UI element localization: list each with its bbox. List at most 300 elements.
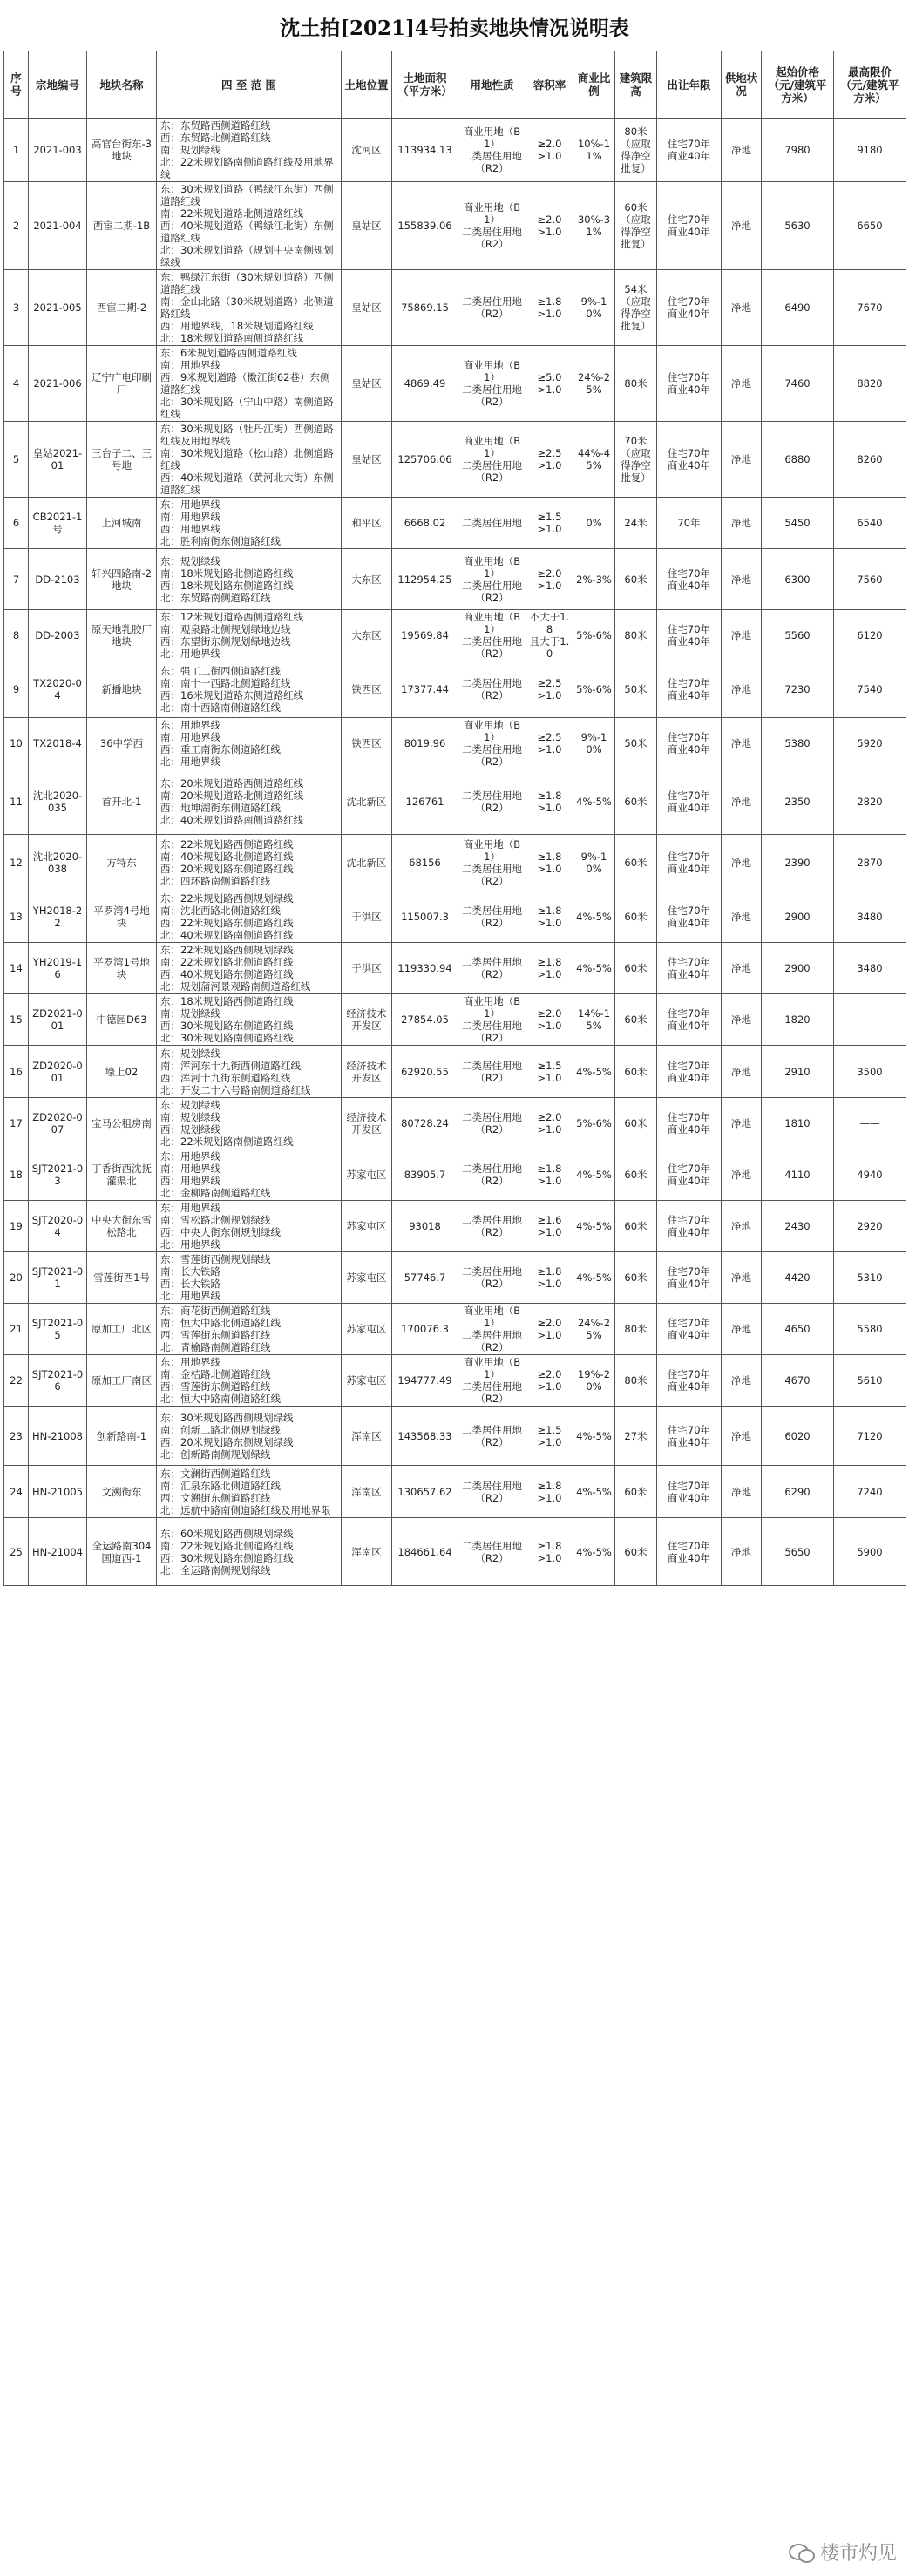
- cell-name: 首开北-1: [87, 769, 157, 835]
- cell-code: YH2019-16: [29, 943, 87, 994]
- cell-max-price: 8820: [834, 346, 906, 422]
- cell-far: ≥2.0 >1.0: [526, 994, 573, 1046]
- header-commercial-ratio: 商业比例: [573, 51, 615, 119]
- cell-supply: 净地: [722, 1201, 762, 1252]
- cell-name: 方特东: [87, 835, 157, 891]
- cell-far: ≥1.8 >1.0: [526, 835, 573, 891]
- cell-commercial-ratio: 30%-31%: [573, 182, 615, 270]
- cell-term: 住宅70年 商业40年: [657, 1304, 722, 1355]
- table-row: [4, 891, 906, 943]
- cell-area: 8019.96: [392, 718, 458, 769]
- cell-term: 住宅70年 商业40年: [657, 1046, 722, 1098]
- table-row: [4, 1149, 906, 1201]
- cell-location: 沈北新区: [342, 769, 392, 835]
- cell-term: 住宅70年 商业40年: [657, 1355, 722, 1407]
- cell-far: ≥1.5 >1.0: [526, 1407, 573, 1466]
- table-row: [4, 769, 906, 835]
- cell-name: 宝马公租房南: [87, 1098, 157, 1149]
- cell-location: 于洪区: [342, 943, 392, 994]
- cell-name: 平罗湾4号地块: [87, 891, 157, 943]
- cell-supply: 净地: [722, 1098, 762, 1149]
- table-header-row: [4, 51, 906, 119]
- header-supply: 供地状况: [722, 51, 762, 119]
- cell-use: 二类居住用地（R2）: [458, 1518, 526, 1586]
- cell-height-limit: 60米: [615, 549, 657, 610]
- cell-term: 70年: [657, 498, 722, 549]
- cell-far: ≥1.5 >1.0: [526, 1046, 573, 1098]
- cell-max-price: 6650: [834, 182, 906, 270]
- cell-code: SJT2021-05: [29, 1304, 87, 1355]
- cell-area: 119330.94: [392, 943, 458, 994]
- header-code: 宗地编号: [29, 51, 87, 119]
- cell-location: 经济技术开发区: [342, 994, 392, 1046]
- cell-start-price: 1810: [762, 1098, 834, 1149]
- cell-use: 商业用地（B1） 二类居住用地（R2）: [458, 610, 526, 661]
- cell-start-price: 7980: [762, 119, 834, 182]
- cell-start-price: 5650: [762, 1518, 834, 1586]
- header-use: 用地性质: [458, 51, 526, 119]
- watermark-text: 楼市灼见: [819, 2543, 897, 2565]
- cell-commercial-ratio: 4%-5%: [573, 1407, 615, 1466]
- cell-max-price: 5900: [834, 1518, 906, 1586]
- cell-use: 商业用地（B1） 二类居住用地（R2）: [458, 422, 526, 498]
- cell-bounds: 东：30米规划路西侧规划绿线 南：创新二路北侧规划绿线 西：20米规划路东侧规划绿线 北：创新路南侧规划绿线: [157, 1407, 342, 1466]
- cell-location: 皇姑区: [342, 182, 392, 270]
- cell-name: 高官台街东-3地块: [87, 119, 157, 182]
- cell-area: 80728.24: [392, 1098, 458, 1149]
- cell-use: 二类居住用地（R2）: [458, 769, 526, 835]
- cell-no: 16: [4, 1046, 29, 1098]
- cell-no: 10: [4, 718, 29, 769]
- cell-no: 13: [4, 891, 29, 943]
- cell-far: 不大于1.8 且大于1.0: [526, 610, 573, 661]
- table-row: [4, 119, 906, 182]
- cell-location: 皇姑区: [342, 346, 392, 422]
- cell-use: 商业用地（B1） 二类居住用地（R2）: [458, 1355, 526, 1407]
- cell-start-price: 2390: [762, 835, 834, 891]
- header-height-limit: 建筑限高: [615, 51, 657, 119]
- cell-code: 2021-006: [29, 346, 87, 422]
- cell-max-price: ——: [834, 994, 906, 1046]
- cell-start-price: 4420: [762, 1252, 834, 1304]
- cell-supply: 净地: [722, 610, 762, 661]
- cell-commercial-ratio: 4%-5%: [573, 1252, 615, 1304]
- cell-supply: 净地: [722, 718, 762, 769]
- cell-height-limit: 80米 （应取得净空批复）: [615, 119, 657, 182]
- cell-area: 62920.55: [392, 1046, 458, 1098]
- cell-far: ≥2.0 >1.0: [526, 549, 573, 610]
- cell-max-price: 6540: [834, 498, 906, 549]
- cell-bounds: 东：用地界线 南：用地界线 西：用地界线 北：金柳路南侧道路红线: [157, 1149, 342, 1201]
- cell-supply: 净地: [722, 1407, 762, 1466]
- cell-no: 5: [4, 422, 29, 498]
- cell-name: 上河城南: [87, 498, 157, 549]
- cell-location: 苏家屯区: [342, 1355, 392, 1407]
- table-row: [4, 346, 906, 422]
- cell-name: 中央大街东雪松路北: [87, 1201, 157, 1252]
- cell-code: 2021-004: [29, 182, 87, 270]
- cell-max-price: 2920: [834, 1201, 906, 1252]
- cell-location: 沈北新区: [342, 835, 392, 891]
- cell-far: ≥2.0 >1.0: [526, 1355, 573, 1407]
- cell-bounds: 东：文澜街西侧道路红线 南：汇泉东路北侧道路红线 西：文溯街东侧道路红线 北：远航中路南侧道路红线及用地界限: [157, 1466, 342, 1518]
- cell-code: 2021-003: [29, 119, 87, 182]
- cell-supply: 净地: [722, 1518, 762, 1586]
- cell-commercial-ratio: 4%-5%: [573, 769, 615, 835]
- cell-bounds: 东：规划绿线 南：规划绿线 西：规划绿线 北：22米规划路南侧道路红线: [157, 1098, 342, 1149]
- cell-far: ≥1.8 >1.0: [526, 1518, 573, 1586]
- cell-term: 住宅70年 商业40年: [657, 1466, 722, 1518]
- table-row: [4, 943, 906, 994]
- header-bounds: 四 至 范 围: [157, 51, 342, 119]
- cell-height-limit: 60米: [615, 1149, 657, 1201]
- table-row: [4, 835, 906, 891]
- cell-location: 铁西区: [342, 718, 392, 769]
- cell-area: 113934.13: [392, 119, 458, 182]
- cell-term: 住宅70年 商业40年: [657, 835, 722, 891]
- cell-bounds: 东：用地界线 南：金桔路北侧道路红线 西：雪莲街东侧道路红线 北：恒大中路南侧道路红线: [157, 1355, 342, 1407]
- cell-no: 1: [4, 119, 29, 182]
- cell-bounds: 东：60米规划路西侧规划绿线 南：22米规划路北侧道路红线 西：30米规划路东侧道路红线 北：全运路南侧规划绿线: [157, 1518, 342, 1586]
- cell-bounds: 东：22米规划路西侧道路红线 南：40米规划路北侧道路红线 西：20米规划路东侧道路红线 北：四环路南侧道路红线: [157, 835, 342, 891]
- cell-height-limit: 60米: [615, 1518, 657, 1586]
- cell-term: 住宅70年 商业40年: [657, 549, 722, 610]
- cell-far: ≥2.5 >1.0: [526, 661, 573, 718]
- cell-max-price: 2820: [834, 769, 906, 835]
- cell-area: 93018: [392, 1201, 458, 1252]
- cell-no: 21: [4, 1304, 29, 1355]
- cell-height-limit: 60米: [615, 835, 657, 891]
- table-row: [4, 1098, 906, 1149]
- cell-term: 住宅70年 商业40年: [657, 1149, 722, 1201]
- cell-supply: 净地: [722, 1466, 762, 1518]
- cell-use: 二类居住用地（R2）: [458, 661, 526, 718]
- cell-use: 二类居住用地（R2）: [458, 1466, 526, 1518]
- cell-commercial-ratio: 24%-25%: [573, 346, 615, 422]
- cell-commercial-ratio: 24%-25%: [573, 1304, 615, 1355]
- cell-height-limit: 60米 （应取得净空批复）: [615, 182, 657, 270]
- cell-location: 铁西区: [342, 661, 392, 718]
- cell-name: 辽宁广电印刷厂: [87, 346, 157, 422]
- cell-supply: 净地: [722, 422, 762, 498]
- cell-commercial-ratio: 4%-5%: [573, 943, 615, 994]
- table-row: [4, 549, 906, 610]
- header-name: 地块名称: [87, 51, 157, 119]
- cell-code: DD-2103: [29, 549, 87, 610]
- table-row: [4, 270, 906, 346]
- cell-supply: 净地: [722, 1252, 762, 1304]
- cell-bounds: 东：东贸路西侧道路红线 西：东贸路北侧道路红线 南：规划绿线 北：22米规划路南侧道路红线及用地界线: [157, 119, 342, 182]
- cell-bounds: 东：12米规划道路西侧道路红线 南：观泉路北侧规划绿地边线 西：东望街东侧规划绿地边线 北：用地界线: [157, 610, 342, 661]
- cell-max-price: 5310: [834, 1252, 906, 1304]
- cell-no: 19: [4, 1201, 29, 1252]
- table-row: [4, 610, 906, 661]
- cell-bounds: 东：鸭绿江东街（30米规划道路）西侧道路红线 南：金山北路（30米规划道路）北侧道路红线 西：用地界线，18米规划道路红线 北：18米规划道路南侧道路红线: [157, 270, 342, 346]
- cell-start-price: 5560: [762, 610, 834, 661]
- cell-supply: 净地: [722, 270, 762, 346]
- cell-no: 2: [4, 182, 29, 270]
- cell-max-price: 5920: [834, 718, 906, 769]
- header-location: 土地位置: [342, 51, 392, 119]
- table-row: [4, 182, 906, 270]
- cell-no: 3: [4, 270, 29, 346]
- cell-term: 住宅70年 商业40年: [657, 346, 722, 422]
- cell-area: 143568.33: [392, 1407, 458, 1466]
- cell-far: ≥1.5 >1.0: [526, 498, 573, 549]
- cell-code: SJT2021-06: [29, 1355, 87, 1407]
- cell-name: 创新路南-1: [87, 1407, 157, 1466]
- cell-start-price: 6490: [762, 270, 834, 346]
- table-row: [4, 1201, 906, 1252]
- cell-start-price: 4110: [762, 1149, 834, 1201]
- cell-no: 8: [4, 610, 29, 661]
- cell-location: 大东区: [342, 610, 392, 661]
- cell-far: ≥5.0 >1.0: [526, 346, 573, 422]
- cell-term: 住宅70年 商业40年: [657, 718, 722, 769]
- cell-height-limit: 80米: [615, 610, 657, 661]
- cell-no: 15: [4, 994, 29, 1046]
- cell-max-price: 6120: [834, 610, 906, 661]
- cell-term: 住宅70年 商业40年: [657, 119, 722, 182]
- cell-far: ≥2.0 >1.0: [526, 119, 573, 182]
- cell-name: 丁香街西沈抚灌渠北: [87, 1149, 157, 1201]
- cell-use: 二类居住用地: [458, 498, 526, 549]
- cell-location: 经济技术开发区: [342, 1098, 392, 1149]
- cell-area: 6668.02: [392, 498, 458, 549]
- cell-no: 17: [4, 1098, 29, 1149]
- cell-max-price: 7560: [834, 549, 906, 610]
- cell-supply: 净地: [722, 549, 762, 610]
- cell-term: 住宅70年 商业40年: [657, 270, 722, 346]
- cell-bounds: 东：规划绿线 南：浑河东十九街西侧道路红线 西：浑河十九街东侧道路红线 北：开发二十六号路南侧道路红线: [157, 1046, 342, 1098]
- cell-supply: 净地: [722, 1046, 762, 1098]
- table-row: [4, 1252, 906, 1304]
- cell-name: 西宦二期-2: [87, 270, 157, 346]
- cell-name: 三台子二、三号地: [87, 422, 157, 498]
- cell-commercial-ratio: 4%-5%: [573, 1046, 615, 1098]
- cell-far: ≥1.8 >1.0: [526, 1466, 573, 1518]
- cell-code: TX2018-4: [29, 718, 87, 769]
- cell-bounds: 东：20米规划道路西侧道路红线 南：20米规划道路北侧道路红线 西：地坤湖街东侧道路红线 北：40米规划道路南侧道路红线: [157, 769, 342, 835]
- cell-start-price: 5450: [762, 498, 834, 549]
- cell-height-limit: 54米 （应取得净空批复）: [615, 270, 657, 346]
- cell-start-price: 7460: [762, 346, 834, 422]
- header-no: 序号: [4, 51, 29, 119]
- cell-start-price: 5630: [762, 182, 834, 270]
- cell-commercial-ratio: 9%-10%: [573, 718, 615, 769]
- cell-use: 商业用地（B1） 二类居住用地（R2）: [458, 549, 526, 610]
- cell-no: 20: [4, 1252, 29, 1304]
- cell-code: TX2020-04: [29, 661, 87, 718]
- cell-name: 原天地乳胶厂地块: [87, 610, 157, 661]
- cell-name: 壕上02: [87, 1046, 157, 1098]
- cell-no: 9: [4, 661, 29, 718]
- cell-height-limit: 80米: [615, 1304, 657, 1355]
- table-row: [4, 1046, 906, 1098]
- cell-start-price: 6020: [762, 1407, 834, 1466]
- cell-use: 二类居住用地（R2）: [458, 1201, 526, 1252]
- cell-commercial-ratio: 4%-5%: [573, 1201, 615, 1252]
- cell-height-limit: 60米: [615, 943, 657, 994]
- cell-bounds: 东：用地界线 南：用地界线 西：用地界线 北：胜利南街东侧道路红线: [157, 498, 342, 549]
- cell-bounds: 东：22米规划路西侧规划绿线 南：沈北西路北侧道路红线 西：22米规划路东侧道路红线 北：40米规划路南侧道路红线: [157, 891, 342, 943]
- cell-use: 商业用地（B1） 二类居住用地（R2）: [458, 119, 526, 182]
- cell-code: YH2018-22: [29, 891, 87, 943]
- cell-height-limit: 60米: [615, 994, 657, 1046]
- cell-max-price: 8260: [834, 422, 906, 498]
- cell-height-limit: 24米: [615, 498, 657, 549]
- cell-term: 住宅70年 商业40年: [657, 1201, 722, 1252]
- cell-code: DD-2003: [29, 610, 87, 661]
- cell-use: 商业用地（B1） 二类居住用地（R2）: [458, 835, 526, 891]
- cell-max-price: 7540: [834, 661, 906, 718]
- cell-supply: 净地: [722, 1355, 762, 1407]
- cell-commercial-ratio: 0%: [573, 498, 615, 549]
- cell-use: 二类居住用地（R2）: [458, 270, 526, 346]
- cell-bounds: 东：18米规划路西侧道路红线 南：规划绿线 西：30米规划路东侧道路红线 北：30米规划路南侧道路红线: [157, 994, 342, 1046]
- cell-far: ≥1.8 >1.0: [526, 891, 573, 943]
- cell-location: 苏家屯区: [342, 1149, 392, 1201]
- cell-location: 沈河区: [342, 119, 392, 182]
- cell-max-price: 3500: [834, 1046, 906, 1098]
- cell-commercial-ratio: 5%-6%: [573, 610, 615, 661]
- table-row: [4, 1304, 906, 1355]
- cell-code: 皇姑2021-01: [29, 422, 87, 498]
- table-row: [4, 422, 906, 498]
- cell-height-limit: 60米: [615, 769, 657, 835]
- cell-max-price: 3480: [834, 943, 906, 994]
- cell-height-limit: 60米: [615, 1201, 657, 1252]
- cell-no: 25: [4, 1518, 29, 1586]
- cell-far: ≥2.0 >1.0: [526, 182, 573, 270]
- cell-use: 二类居住用地（R2）: [458, 943, 526, 994]
- cell-bounds: 东：22米规划路西侧规划绿线 南：22米规划路北侧道路红线 西：40米规划路东侧道路红线 北：规划蒲河景观路南侧道路红线: [157, 943, 342, 994]
- cell-bounds: 东：规划绿线 南：18米规划路北侧道路红线 西：18米规划路东侧道路红线 北：东贸路南侧道路红线: [157, 549, 342, 610]
- wechat-bubble-icon: [789, 2542, 815, 2563]
- cell-code: SJT2021-03: [29, 1149, 87, 1201]
- table-row: [4, 661, 906, 718]
- cell-location: 浑南区: [342, 1518, 392, 1586]
- cell-term: 住宅70年 商业40年: [657, 1407, 722, 1466]
- cell-location: 大东区: [342, 549, 392, 610]
- cell-location: 苏家屯区: [342, 1201, 392, 1252]
- cell-supply: 净地: [722, 1304, 762, 1355]
- cell-commercial-ratio: 9%-10%: [573, 835, 615, 891]
- cell-code: 沈北2020-035: [29, 769, 87, 835]
- cell-commercial-ratio: 4%-5%: [573, 1466, 615, 1518]
- cell-far: ≥1.8 >1.0: [526, 1252, 573, 1304]
- cell-bounds: 东：商花街西侧道路红线 南：恒大中路北侧道路红线 西：雪莲街东侧道路红线 北：青榆路南侧道路红线: [157, 1304, 342, 1355]
- cell-far: ≥2.5 >1.0: [526, 422, 573, 498]
- cell-start-price: 6300: [762, 549, 834, 610]
- cell-max-price: 5610: [834, 1355, 906, 1407]
- cell-no: 14: [4, 943, 29, 994]
- cell-far: ≥2.0 >1.0: [526, 1098, 573, 1149]
- cell-area: 170076.3: [392, 1304, 458, 1355]
- header-far: 容积率: [526, 51, 573, 119]
- cell-height-limit: 60米: [615, 1046, 657, 1098]
- cell-use: 商业用地（B1） 二类居住用地（R2）: [458, 1304, 526, 1355]
- cell-use: 二类居住用地（R2）: [458, 1149, 526, 1201]
- cell-no: 23: [4, 1407, 29, 1466]
- cell-start-price: 2430: [762, 1201, 834, 1252]
- page-title: 沈土拍[2021]4号拍卖地块情况说明表: [280, 17, 629, 40]
- cell-area: 57746.7: [392, 1252, 458, 1304]
- cell-height-limit: 60米: [615, 891, 657, 943]
- cell-code: CB2021-1号: [29, 498, 87, 549]
- cell-term: 住宅70年 商业40年: [657, 1098, 722, 1149]
- cell-no: 4: [4, 346, 29, 422]
- cell-bounds: 东：用地界线 南：雪松路北侧规划绿线 西：中央大街东侧规划绿线 北：用地界线: [157, 1201, 342, 1252]
- cell-use: 商业用地（B1） 二类居住用地（R2）: [458, 346, 526, 422]
- cell-bounds: 东：6米规划道路西侧道路红线 南：用地界线 西：9米规划道路（擞江街62巷）东侧道路红线 北：30米规划路（宁山中路）南侧道路红线: [157, 346, 342, 422]
- cell-location: 苏家屯区: [342, 1304, 392, 1355]
- cell-supply: 净地: [722, 346, 762, 422]
- cell-name: 原加工厂北区: [87, 1304, 157, 1355]
- cell-commercial-ratio: 4%-5%: [573, 1149, 615, 1201]
- cell-name: 雪莲街西1号: [87, 1252, 157, 1304]
- cell-height-limit: 60米: [615, 1098, 657, 1149]
- cell-use: 二类居住用地（R2）: [458, 891, 526, 943]
- cell-location: 于洪区: [342, 891, 392, 943]
- cell-use: 二类居住用地（R2）: [458, 1046, 526, 1098]
- cell-code: HN-21008: [29, 1407, 87, 1466]
- cell-supply: 净地: [722, 1149, 762, 1201]
- cell-code: SJT2021-01: [29, 1252, 87, 1304]
- cell-far: ≥1.8 >1.0: [526, 1149, 573, 1201]
- cell-height-limit: 50米: [615, 661, 657, 718]
- cell-supply: 净地: [722, 891, 762, 943]
- cell-supply: 净地: [722, 769, 762, 835]
- cell-commercial-ratio: 14%-15%: [573, 994, 615, 1046]
- table-row: [4, 718, 906, 769]
- table-row: [4, 1355, 906, 1407]
- cell-code: 沈北2020-038: [29, 835, 87, 891]
- cell-area: 130657.62: [392, 1466, 458, 1518]
- cell-bounds: 东：用地界线 南：用地界线 西：重工南街东侧道路红线 北：用地界线: [157, 718, 342, 769]
- cell-name: 平罗湾1号地块: [87, 943, 157, 994]
- cell-code: ZD2021-001: [29, 994, 87, 1046]
- cell-max-price: 7240: [834, 1466, 906, 1518]
- cell-term: 住宅70年 商业40年: [657, 1252, 722, 1304]
- cell-height-limit: 60米: [615, 1466, 657, 1518]
- table-row: [4, 994, 906, 1046]
- header-area: 土地面积（平方米）: [392, 51, 458, 119]
- cell-far: ≥1.8 >1.0: [526, 769, 573, 835]
- cell-supply: 净地: [722, 661, 762, 718]
- cell-use: 商业用地（B1） 二类居住用地（R2）: [458, 718, 526, 769]
- cell-no: 11: [4, 769, 29, 835]
- cell-far: ≥1.6 >1.0: [526, 1201, 573, 1252]
- cell-commercial-ratio: 5%-6%: [573, 661, 615, 718]
- cell-term: 住宅70年 商业40年: [657, 943, 722, 994]
- cell-location: 和平区: [342, 498, 392, 549]
- cell-area: 27854.05: [392, 994, 458, 1046]
- table-row: [4, 1518, 906, 1586]
- cell-height-limit: 50米: [615, 718, 657, 769]
- cell-no: 22: [4, 1355, 29, 1407]
- cell-area: 155839.06: [392, 182, 458, 270]
- cell-term: 住宅70年 商业40年: [657, 661, 722, 718]
- cell-name: 轩兴四路南-2地块: [87, 549, 157, 610]
- cell-use: 二类居住用地（R2）: [458, 1252, 526, 1304]
- cell-commercial-ratio: 5%-6%: [573, 1098, 615, 1149]
- cell-location: 皇姑区: [342, 270, 392, 346]
- cell-no: 18: [4, 1149, 29, 1201]
- cell-bounds: 东：强工二街西侧道路红线 南：南十一西路北侧道路红线 西：16米规划道路东侧道路红线 北：南十西路南侧道路红线: [157, 661, 342, 718]
- cell-commercial-ratio: 2%-3%: [573, 549, 615, 610]
- cell-far: ≥1.8 >1.0: [526, 270, 573, 346]
